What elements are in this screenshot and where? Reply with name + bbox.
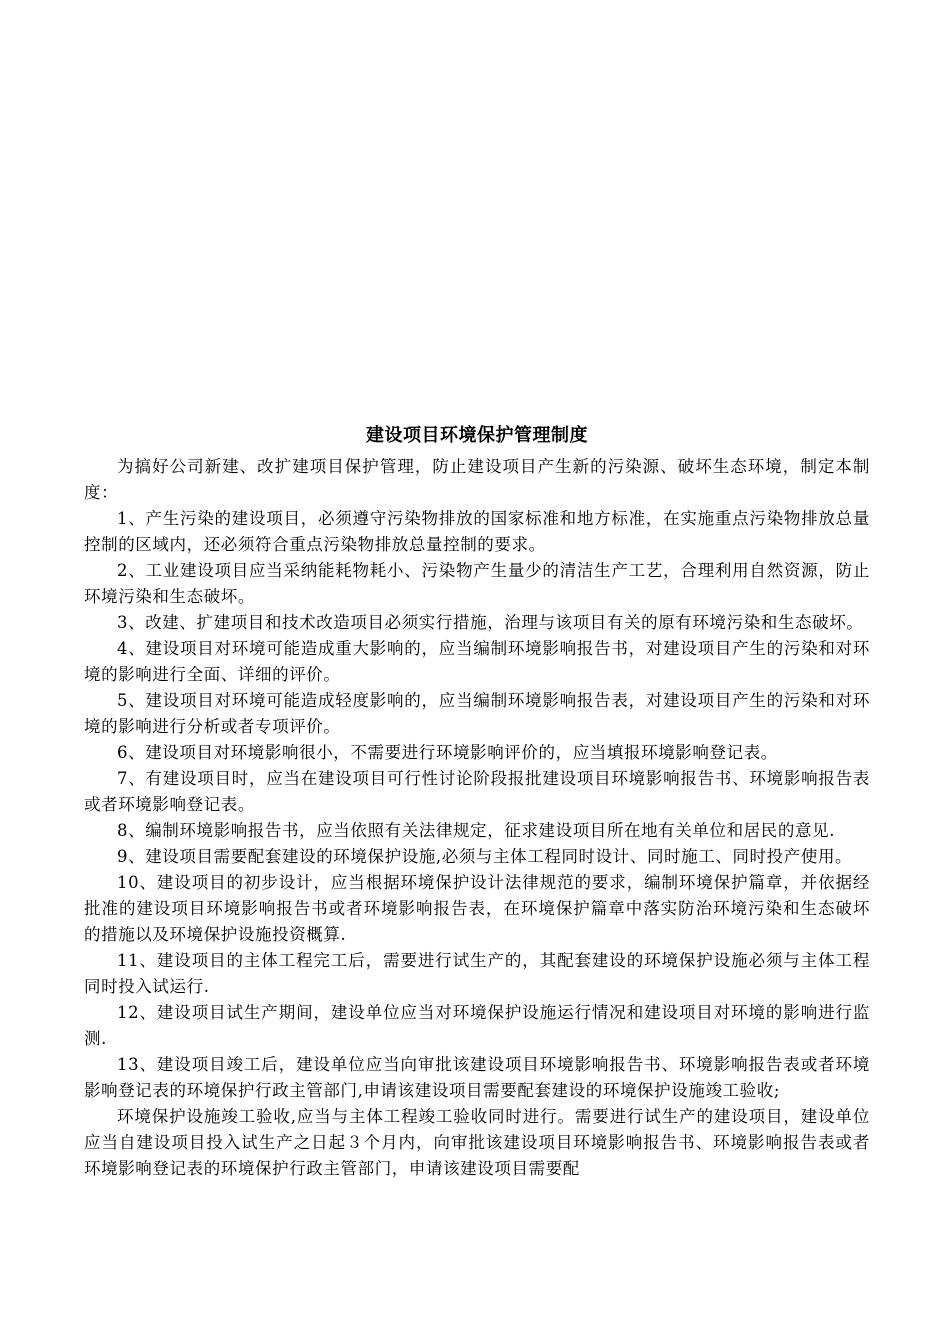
clause-2: 2、工业建设项目应当采纳能耗物耗小、污染物产生量少的清洁生产工艺，合理利用自然资源，防止环境污染和生态破坏。 bbox=[84, 561, 870, 606]
clause-5: 5、建设项目对环境可能造成轻度影响的，应当编制环境影响报告表，对建设项目产生的污染和对环境的影响进行分析或者专项评价。 bbox=[84, 691, 870, 736]
clause-7: 7、有建设项目时，应当在建设项目可行性讨论阶段报批建设项目环境影响报告书、环境影响报告表或者环境影响登记表。 bbox=[84, 769, 870, 814]
document-page bbox=[84, 420, 870, 1182]
clause-10: 10、建设项目的初步设计，应当根据环境保护设计法律规范的要求，编制环境保护篇章，并依据经批准的建设项目环境影响报告书或者环境影响报告表，在环境保护篇章中落实防治环境污染和生态破坏的措施以及环境保护设施投资概算. bbox=[84, 873, 870, 944]
clause-13: 13、建设项目竣工后，建设单位应当向审批该建设项目环境影响报告书、环境影响报告表或者环境影响登记表的环境保护行政主管部门,申请该建设项目需要配套建设的环境保护设施竣工验收; bbox=[84, 1055, 870, 1100]
document-title: 建设项目环境保护管理制度 bbox=[366, 425, 588, 446]
clause-8: 8、编制环境影响报告书，应当依照有关法律规定，征求建设项目所在地有关单位和居民的意见. bbox=[117, 821, 836, 840]
clause-11: 11、建设项目的主体工程完工后，需要进行试生产的，其配套建设的环境保护设施必须与主体工程同时投入试运行. bbox=[84, 951, 870, 996]
clause-12: 12、建设项目试生产期间，建设单位应当对环境保护设施运行情况和建设项目对环境的影响进行监测. bbox=[84, 1003, 870, 1048]
clause-9: 9、建设项目需要配套建设的环境保护设施,必须与主体工程同时设计、同时施工、同时投产使用。 bbox=[117, 847, 853, 866]
intro-paragraph: 为搞好公司新建、改扩建项目保护管理，防止建设项目产生新的污染源、破坏生态环境，制定本制度： bbox=[84, 457, 870, 502]
acceptance-paragraph: 环境保护设施竣工验收,应当与主体工程竣工验收同时进行。需要进行试生产的建设项目，建设单位应当自建设项目投入试生产之日起３个月内，向审批该建设项目环境影响报告书、环境影响报告表或者环境影响登记表的环境保护行政主管部门，申请该建设项目需要配 bbox=[84, 1107, 870, 1178]
clause-3: 3、改建、扩建项目和技术改造项目必须实行措施，治理与该项目有关的原有环境污染和生态破坏。 bbox=[117, 613, 864, 632]
clause-1: 1、产生污染的建设项目，必须遵守污染物排放的国家标准和地方标准，在实施重点污染物排放总量控制的区域内，还必须符合重点污染物排放总量控制的要求。 bbox=[84, 509, 870, 554]
clause-4: 4、建设项目对环境可能造成重大影响的，应当编制环境影响报告书，对建设项目产生的污染和对环境的影响进行全面、详细的评价。 bbox=[84, 639, 870, 684]
clause-6: 6、建设项目对环境影响很小，不需要进行环境影响评价的，应当填报环境影响登记表。 bbox=[117, 743, 778, 762]
